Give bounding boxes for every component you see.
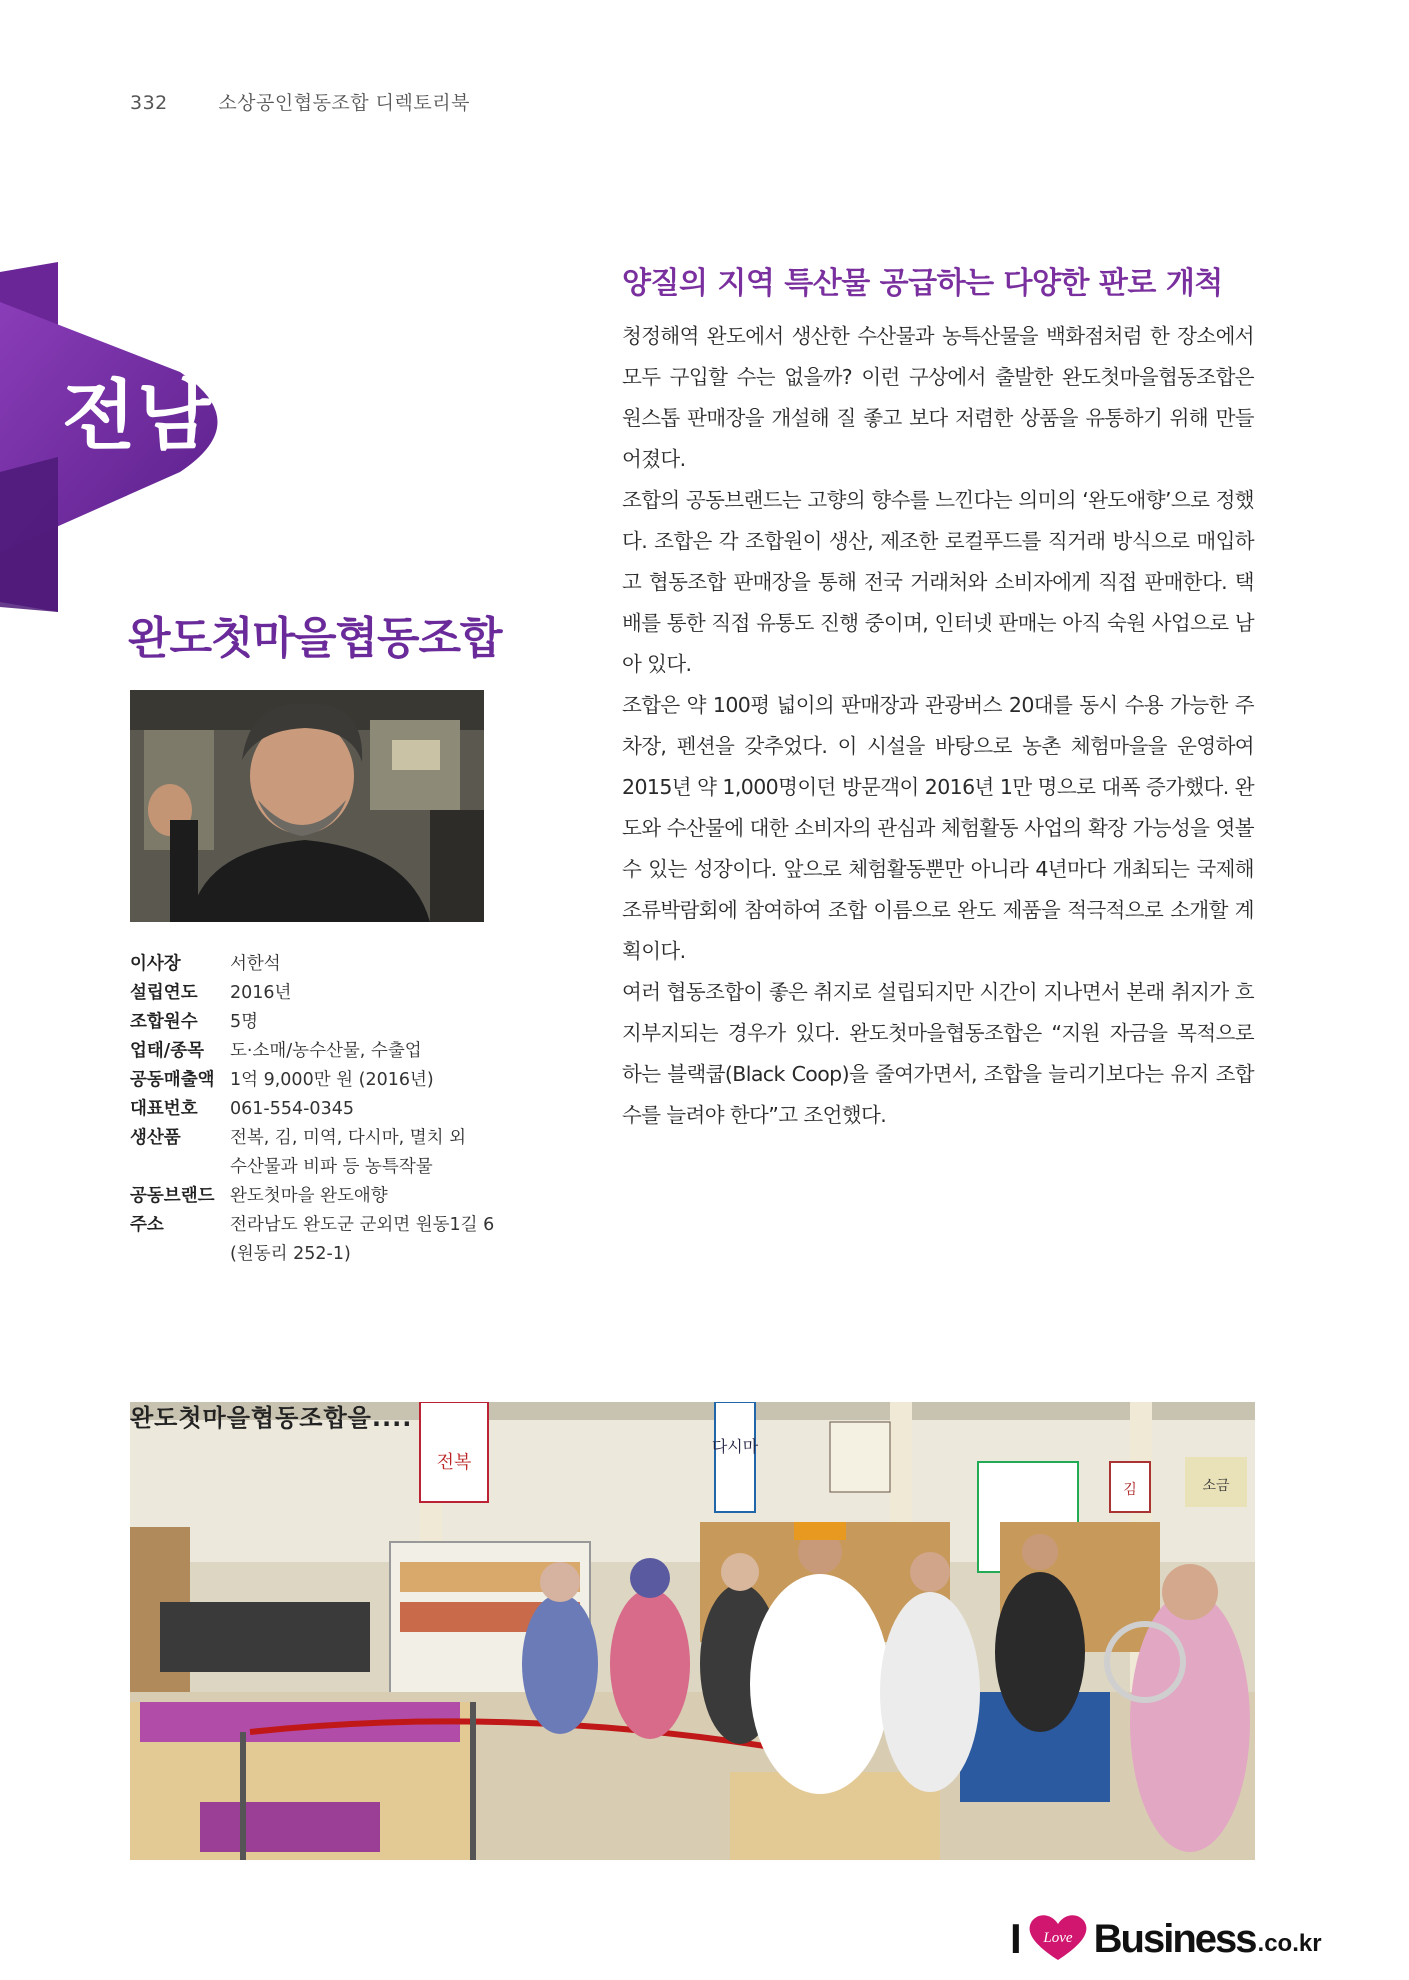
representative-photo-image	[130, 690, 484, 922]
article-paragraph: 조합은 약 100평 넓이의 판매장과 관광버스 20대를 동시 수용 가능한 주차장, 펜션을 갖추었다. 이 시설을 바탕으로 농촌 체험마을을 운영하여 2015년 약 1,000명이던 방문객이 2016년 1만 명으로 대폭 증가했다. 완도와 수산물에 대한 소비자의 관심과 체험활동 사업의 확장 가능성을 엿볼 수 있는 성장이다. 앞으로 체험활동뿐만 아니라 4년마다 개최되는 국제해조류박람회에 참여하여 조합 이름으로 완도 제품을 적극적으로 소개할 계획이다.	[622, 693, 1254, 963]
store-sign-kelp: 다시마	[711, 1437, 759, 1456]
article-paragraph: 여러 협동조합이 좋은 취지로 설립되지만 시간이 지나면서 본래 취지가 흐지부지되는 경우가 있다. 완도첫마을협동조합은 “지원 자금을 목적으로 하는 블랙쿱(Black Coop)을 줄여가면서, 조합을 늘리기보다는 유지 조합 수를 늘려야 한다”고 조언했다.	[622, 980, 1254, 1127]
info-key: 업태/종목	[130, 1041, 205, 1061]
article	[622, 258, 1254, 1136]
info-value: 5명	[230, 1012, 259, 1032]
info-key: 주소	[130, 1215, 164, 1235]
coop-info-table	[130, 950, 530, 1269]
logo-domain: .co.kr	[1257, 1930, 1322, 1957]
info-row-members	[130, 1008, 530, 1037]
brand-logo	[1010, 1915, 1322, 1963]
info-row-founded	[130, 979, 530, 1008]
info-value-line: (원동리 252-1)	[230, 1244, 351, 1264]
store-interior-photo	[130, 1402, 1255, 1860]
info-value-line: 수산물과 비파 등 농특작물	[230, 1157, 433, 1177]
store-sign-abalone: 전복	[436, 1452, 472, 1473]
coop-name: 완도첫마을협동조합	[128, 613, 502, 664]
logo-business: Business	[1093, 1916, 1256, 1961]
store-sign-laver: 김	[1123, 1482, 1137, 1498]
book-title: 소상공인협동조합 디렉토리북	[218, 92, 470, 114]
info-row-brand	[130, 1182, 530, 1211]
info-value: 완도첫마을 완도애향	[230, 1186, 388, 1206]
info-row-chairman	[130, 950, 530, 979]
info-value: 도·소매/농수산물, 수출업	[230, 1041, 422, 1061]
info-value: 061-554-0345	[230, 1099, 354, 1119]
heart-icon-shape	[1026, 1912, 1090, 1962]
info-key: 대표번호	[130, 1099, 198, 1119]
info-value-line: 전복, 김, 미역, 다시마, 멸치 외	[230, 1128, 467, 1148]
page-number: 332	[130, 92, 168, 114]
logo-love: Love	[1043, 1930, 1073, 1946]
info-key: 생산품	[130, 1128, 181, 1148]
region-label: 전남	[62, 371, 213, 460]
article-heading: 양질의 지역 특산물 공급하는 다양한 판로 개척	[622, 266, 1223, 301]
info-row-products	[130, 1124, 530, 1182]
representative-photo	[130, 690, 484, 922]
store-sign-salt: 소금	[1202, 1478, 1230, 1494]
info-key: 이사장	[130, 954, 181, 974]
info-value: 1억 9,000만 원 (2016년)	[230, 1070, 434, 1090]
article-paragraph: 청정해역 완도에서 생산한 수산물과 농특산물을 백화점처럼 한 장소에서 모두 구입할 수는 없을까? 이런 구상에서 출발한 완도첫마을협동조합은 원스톱 판매장을 개설해 질 좋고 보다 저렴한 상품을 유통하기 위해 만들어졌다.	[622, 324, 1254, 471]
info-row-sales	[130, 1066, 530, 1095]
store-interior-image	[130, 1402, 1255, 1860]
info-value-line: 전라남도 완도군 군외면 원동1길 6	[230, 1215, 495, 1235]
info-key: 조합원수	[130, 1012, 198, 1032]
running-header	[130, 88, 470, 115]
info-value	[230, 1124, 466, 1182]
info-row-phone	[130, 1095, 530, 1124]
heart-icon	[1026, 1912, 1090, 1966]
info-value	[230, 1211, 494, 1269]
article-paragraph: 조합의 공동브랜드는 고향의 향수를 느낀다는 의미의 ‘완도애향’으로 정했다. 조합은 각 조합원이 생산, 제조한 로컬푸드를 직거래 방식으로 매입하고 협동조합 판매장을 통해 전국 거래처와 소비자에게 직접 판매한다. 택배를 통한 직접 유통도 진행 중이며, 인터넷 판매는 아직 숙원 사업으로 남아 있다.	[622, 488, 1254, 676]
info-value: 2016년	[230, 983, 292, 1003]
info-row-address	[130, 1211, 530, 1269]
photo-sign-caption: 완도첫마을협동조합을....	[130, 1404, 413, 1432]
info-key: 설립연도	[130, 983, 198, 1003]
info-key: 공동매출액	[130, 1070, 215, 1090]
info-row-business-type	[130, 1037, 530, 1066]
logo-i: I	[1010, 1915, 1022, 1962]
info-value: 서한석	[230, 954, 281, 974]
info-key: 공동브랜드	[130, 1186, 215, 1206]
